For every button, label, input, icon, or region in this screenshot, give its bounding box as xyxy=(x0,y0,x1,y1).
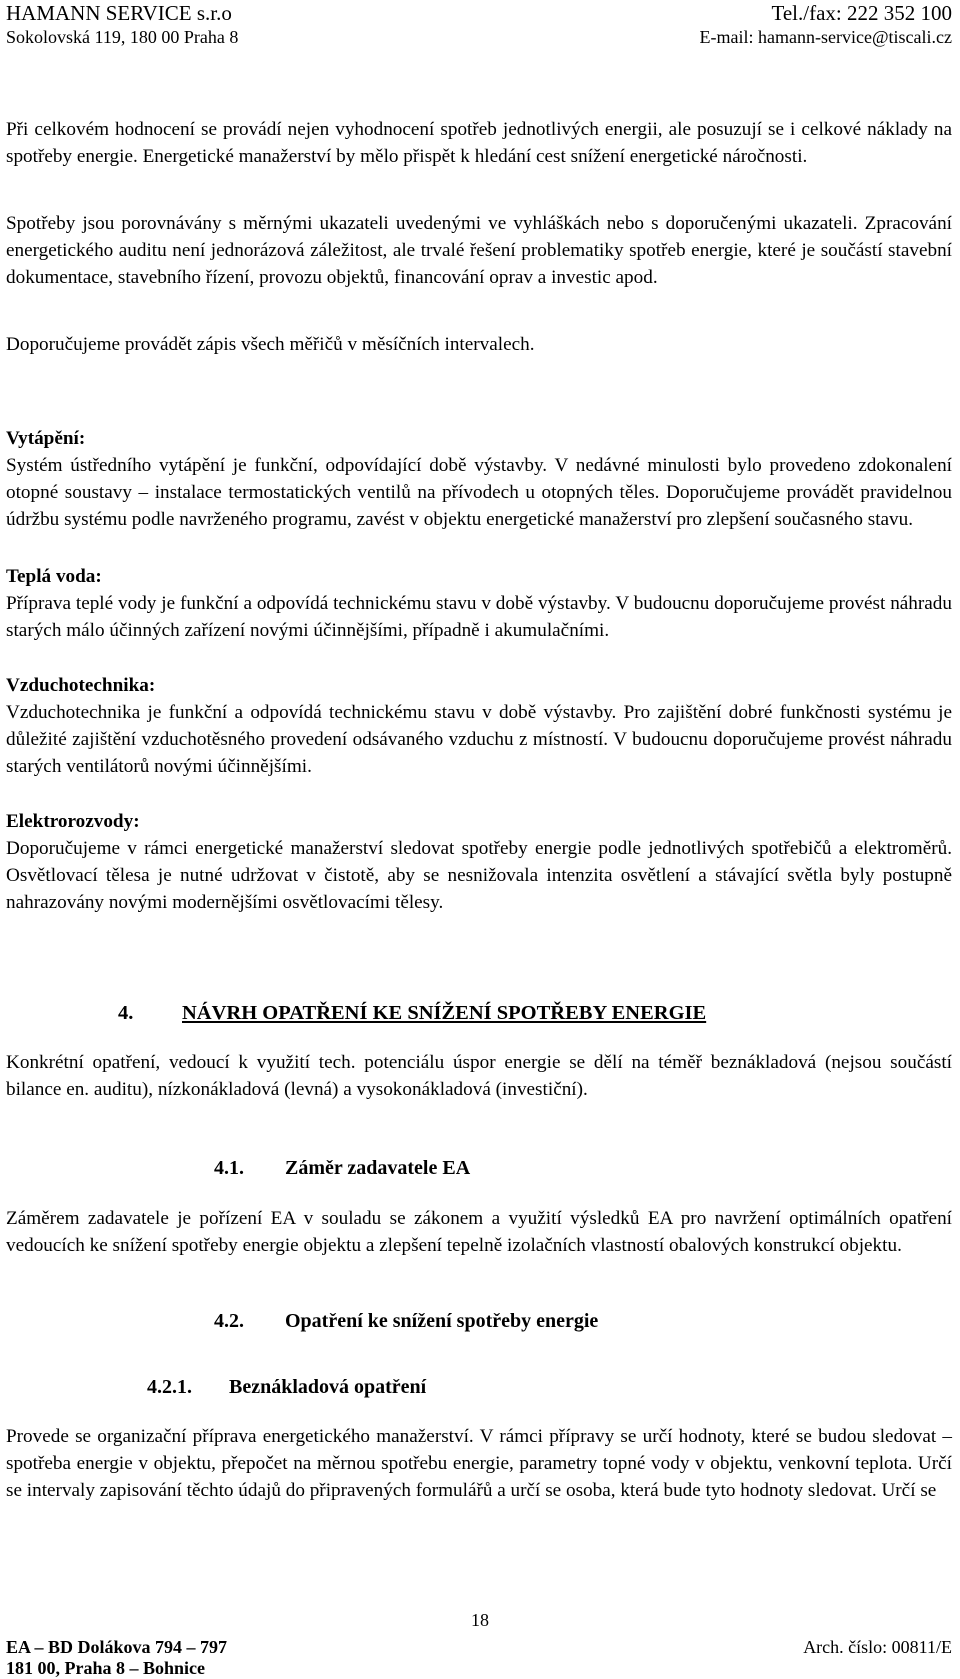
section-4-2-1-paragraph: Provede se organizační příprava energetického manažerství. V rámci přípravy se určí hodnoty, které se budou sledovat – spotřeba energie v objektu, přepočet na měrnou spotřebu energie, parametry topné vody v objektu, venkovní teplota. Určí se intervaly zapisování těchto údajů do připravených formulářů a určí se osoba, která bude tyto hodnoty sledovat. Určí se xyxy=(6,1426,952,1501)
hot-water-heading: Teplá voda: xyxy=(6,566,102,587)
heating-paragraph: Systém ústředního vytápění je funkční, odpovídající době výstavby. V nedávné minulosti bylo provedeno zdokonalení otopné soustavy – instalace termostatických ventilů na přívodech u otopných těles. Doporučujeme provádět pravidelnou údržbu systému podle navrženého programu, zavést v objektu energetické manažerství pro zlepšení současného stavu. xyxy=(6,455,952,530)
section-4-2-1-number: 4.2.1. xyxy=(147,1376,192,1398)
section-4-1-number: 4.1. xyxy=(214,1157,244,1179)
electrical-paragraph: Doporučujeme v rámci energetické manažerství sledovat spotřeby energie podle jednotlivých spotřebičů a elektroměrů. Osvětlovací tělesa je nutné udržovat v čistotě, aby se nesnižovala intenzita osvětlení a stávající světla byly postupně nahrazovány novými modernějšími osvětlovacími tělesy. xyxy=(6,838,952,913)
footer-project-line-2: 181 00, Praha 8 – Bohnice xyxy=(6,1658,206,1678)
page-number: 18 xyxy=(471,1610,489,1630)
section-4-2-1-title: Beznákladová opatření xyxy=(229,1376,427,1398)
company-email: E-mail: hamann-service@tiscali.cz xyxy=(699,27,952,47)
heating-heading: Vytápění: xyxy=(6,428,86,449)
chapter-4-paragraph: Konkrétní opatření, vedoucí k využití tech. potenciálu úspor energie se dělí na téměř beznákladová (nejsou součástí bilance en. auditu), nízkonákladová (levná) a vysokonákladová (investiční). xyxy=(6,1052,952,1100)
intro-paragraph-3: Doporučujeme provádět zápis všech měřičů v měsíčních intervalech. xyxy=(6,334,535,355)
company-name: HAMANN SERVICE s.r.o xyxy=(6,1,232,25)
section-4-2-number: 4.2. xyxy=(214,1310,244,1332)
electrical-heading: Elektrorozvody: xyxy=(6,811,140,832)
footer-project-line-1: EA – BD Dolákova 794 – 797 xyxy=(6,1637,228,1657)
chapter-4-title: NÁVRH OPATŘENÍ KE SNÍŽENÍ SPOTŘEBY ENERGIE xyxy=(182,1002,707,1024)
page-footer xyxy=(0,1610,960,1678)
ventilation-paragraph: Vzduchotechnika je funkční a odpovídá technickému stavu v době výstavby. Pro zajištění dobré funkčnosti systému je důležité zajištění vzduchotěsného provedení odsávaného vzduchu z místností. V budoucnu doporučujeme provést náhradu starých ventilátorů novými účinnějšími. xyxy=(6,702,952,777)
chapter-4-number: 4. xyxy=(118,1002,134,1024)
page-header xyxy=(0,0,960,56)
section-4-2-title: Opatření ke snížení spotřeby energie xyxy=(285,1310,599,1332)
section-4-1-title: Záměr zadavatele EA xyxy=(285,1157,471,1179)
company-address: Sokolovská 119, 180 00 Praha 8 xyxy=(6,27,239,47)
intro-paragraph-1: Při celkovém hodnocení se provádí nejen vyhodnocení spotřeb jednotlivých energii, ale posuzují se i celkové náklady na spotřeby energie. Energetické manažerství by mělo přispět k hledání cest snížení energetické náročnosti. xyxy=(6,119,952,167)
section-4-1-paragraph: Záměrem zadavatele je pořízení EA v souladu se zákonem a využití výsledků EA pro navržení optimálních opatření vedoucích ke snížení spotřeby energie objektu a zlepšení tepelně izolačních vlastností obalových konstrukcí objektu. xyxy=(6,1208,952,1256)
ventilation-heading: Vzduchotechnika: xyxy=(6,675,156,696)
hot-water-paragraph: Příprava teplé vody je funkční a odpovídá technickému stavu v době výstavby. V budoucnu doporučujeme provést náhradu starých málo účinných zařízení novými účinnějšími, případně i akumulačními. xyxy=(6,593,952,641)
intro-paragraph-2: Spotřeby jsou porovnávány s měrnými ukazateli uvedenými ve vyhláškách nebo s doporučenými ukazateli. Zpracování energetického auditu není jednorázová záležitost, ale trvalé řešení problematiky spotřeb energie, které je součástí stavební dokumentace, stavebního řízení, provozu objektů, financování oprav a investic apod. xyxy=(6,213,952,288)
footer-archive-number: Arch. číslo: 00811/E xyxy=(803,1637,952,1657)
company-phone: Tel./fax: 222 352 100 xyxy=(771,1,952,25)
